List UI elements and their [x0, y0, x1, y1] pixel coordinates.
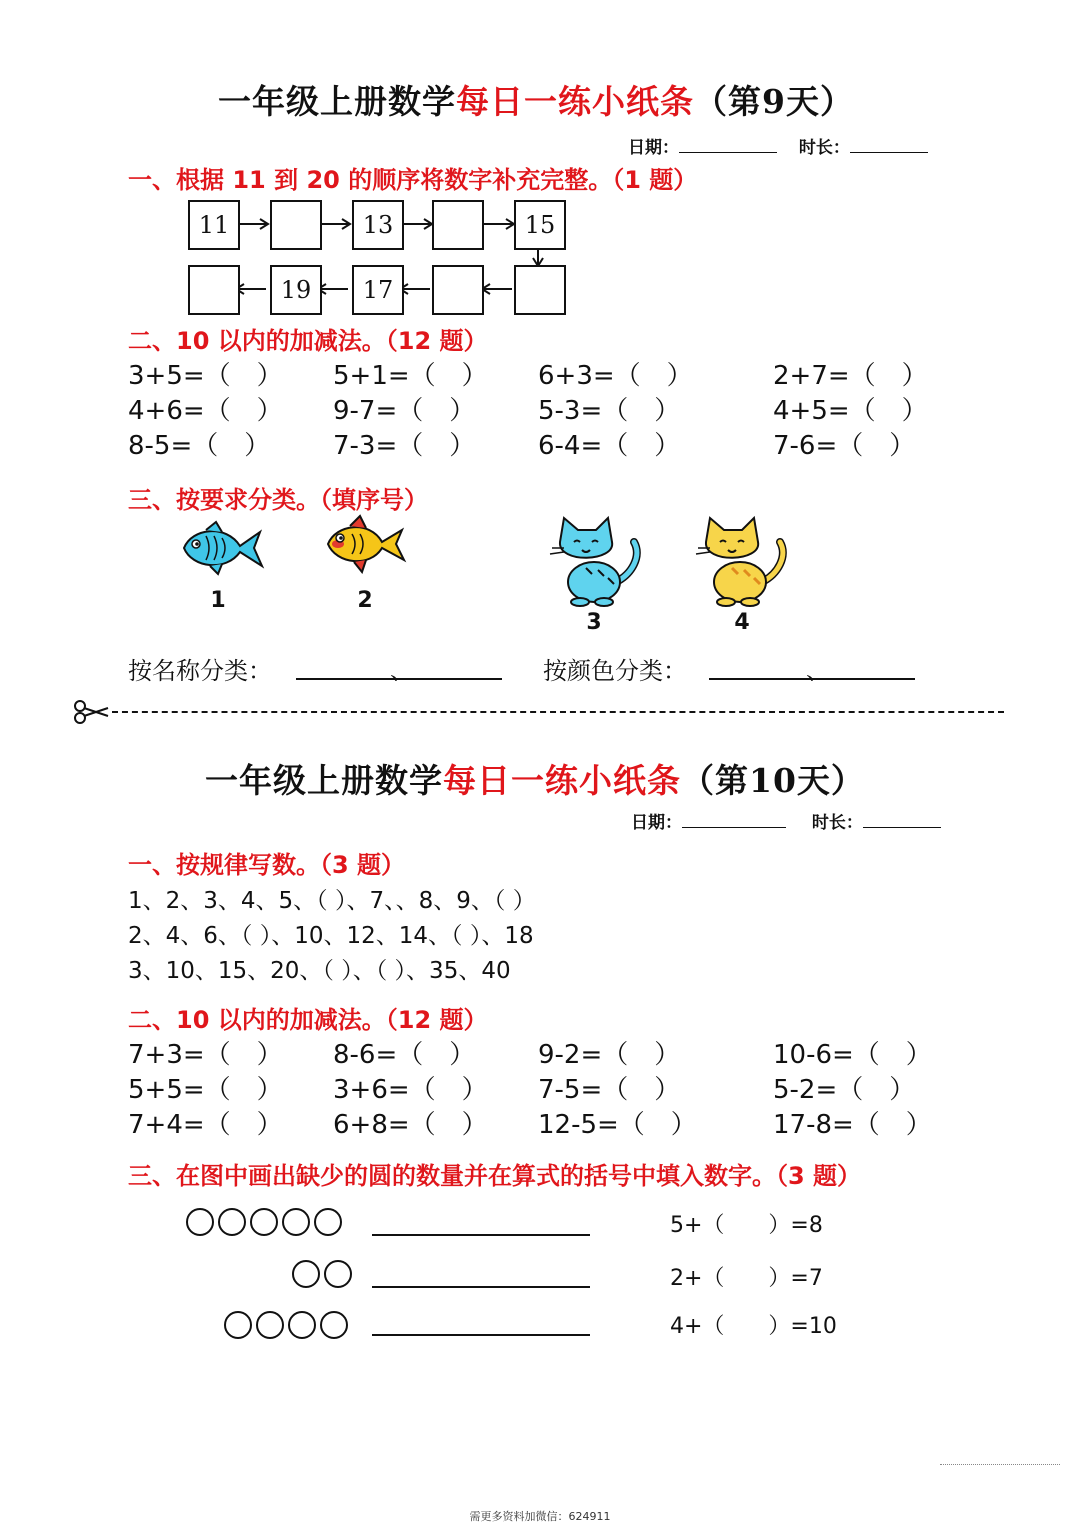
day10-title-red: 每日一练小纸条	[443, 761, 681, 800]
day9-time-label: 时长：	[798, 138, 850, 158]
equation[interactable]: 10-6=（ ）	[773, 1040, 932, 1070]
day10-date-label: 日期：	[631, 813, 682, 833]
circle-row	[292, 1260, 356, 1292]
day9-q3-heading: 三、按要求分类。（填序号）	[128, 486, 428, 514]
day9-number-chain	[0, 0, 1080, 330]
equation[interactable]: 9-7=（ ）	[333, 396, 476, 426]
classify-color-label: 按颜色分类：	[543, 657, 687, 685]
picture-label: 3	[586, 610, 602, 635]
picture-label: 4	[734, 610, 750, 635]
scissors-icon	[72, 700, 112, 724]
classify-name-separator: 、	[390, 657, 414, 685]
picture-label: 1	[210, 588, 226, 613]
sequence[interactable]: 3、10、15、20、（ ）、（ ）、35、40	[128, 958, 511, 984]
equation[interactable]: 4+5=（ ）	[773, 396, 928, 426]
chain-box: 19	[270, 265, 322, 315]
day9-title-black: 一年级上册数学	[218, 82, 456, 121]
chain-box: 11	[188, 200, 240, 250]
circle-draw-blank[interactable]	[372, 1234, 590, 1236]
circle	[292, 1260, 320, 1288]
day9-q2-heading: 二、10 以内的加减法。（12 题）	[128, 327, 488, 355]
cat-icon	[692, 512, 792, 608]
day10-date-blank[interactable]	[682, 813, 786, 828]
equation[interactable]: 12-5=（ ）	[538, 1110, 697, 1140]
equation[interactable]: 8-6=（ ）	[333, 1040, 476, 1070]
circle-draw-blank[interactable]	[372, 1286, 590, 1288]
day10-date-time	[631, 808, 941, 833]
cat-icon	[546, 512, 646, 608]
day10-time-label: 时长：	[811, 813, 863, 833]
chain-box: 13	[352, 200, 404, 250]
circle	[256, 1311, 284, 1339]
equation[interactable]: 7+3=（ ）	[128, 1040, 283, 1070]
circle-row	[186, 1208, 346, 1240]
circle-equation[interactable]: 5+（ ）=8	[670, 1213, 823, 1238]
circle-equation[interactable]: 2+（ ）=7	[670, 1266, 823, 1291]
equation[interactable]: 4+6=（ ）	[128, 396, 283, 426]
equation[interactable]: 5-3=（ ）	[538, 396, 681, 426]
equation[interactable]: 6+8=（ ）	[333, 1110, 488, 1140]
day9-date-label: 日期：	[628, 138, 679, 158]
equation[interactable]: 7+4=（ ）	[128, 1110, 283, 1140]
equation[interactable]: 5+5=（ ）	[128, 1075, 283, 1105]
chain-box[interactable]	[432, 265, 484, 315]
equation[interactable]: 6-4=（ ）	[538, 431, 681, 461]
circle-row	[224, 1311, 352, 1343]
circle	[250, 1208, 278, 1236]
circle-draw-blank[interactable]	[372, 1334, 590, 1336]
chain-box[interactable]	[270, 200, 322, 250]
classify-color-separator: 、	[806, 657, 830, 685]
circle	[224, 1311, 252, 1339]
circle	[288, 1311, 316, 1339]
day9-title-red: 每日一练小纸条	[456, 82, 694, 121]
equation[interactable]: 5+1=（ ）	[333, 361, 488, 391]
circle	[282, 1208, 310, 1236]
equation[interactable]: 7-3=（ ）	[333, 431, 476, 461]
picture-label: 2	[357, 588, 373, 613]
equation[interactable]: 8-5=（ ）	[128, 431, 271, 461]
equation[interactable]: 7-5=（ ）	[538, 1075, 681, 1105]
chain-box: 17	[352, 265, 404, 315]
day10-time-blank[interactable]	[863, 813, 941, 828]
equation[interactable]: 2+7=（ ）	[773, 361, 928, 391]
equation[interactable]: 7-6=（ ）	[773, 431, 916, 461]
chain-box[interactable]	[432, 200, 484, 250]
circle	[314, 1208, 342, 1236]
circle	[324, 1260, 352, 1288]
equation[interactable]: 5-2=（ ）	[773, 1075, 916, 1105]
classify-name-label: 按名称分类：	[128, 657, 272, 685]
day10-title	[205, 755, 865, 802]
day10-q1-heading: 一、按规律写数。（3 题）	[128, 851, 406, 879]
day10-title-suffix: （第10天）	[681, 761, 865, 800]
day9-title-suffix: （第9天）	[694, 82, 854, 121]
chain-box[interactable]	[188, 265, 240, 315]
fish-icon	[322, 514, 408, 574]
circle	[186, 1208, 214, 1236]
equation[interactable]: 3+6=（ ）	[333, 1075, 488, 1105]
day10-q2-heading: 二、10 以内的加减法。（12 题）	[128, 1006, 488, 1034]
day10-q3-heading: 三、在图中画出缺少的圆的数量并在算式的括号中填入数字。（3 题）	[128, 1162, 862, 1190]
circle-equation[interactable]: 4+（ ）=10	[670, 1314, 837, 1339]
sequence[interactable]: 2、4、6、（ ）、10、12、14、（ ）、18	[128, 923, 534, 949]
circle	[218, 1208, 246, 1236]
equation[interactable]: 3+5=（ ）	[128, 361, 283, 391]
corner-mark	[940, 1464, 1060, 1465]
fish-icon	[176, 518, 266, 578]
chain-box: 15	[514, 200, 566, 250]
equation[interactable]: 6+3=（ ）	[538, 361, 693, 391]
chain-box[interactable]	[514, 265, 566, 315]
footer-text: 需更多资料加微信：624911	[469, 1510, 611, 1523]
circle	[320, 1311, 348, 1339]
equation[interactable]: 9-2=（ ）	[538, 1040, 681, 1070]
day9-q1-heading: 一、根据 11 到 20 的顺序将数字补充完整。（1 题）	[128, 166, 698, 194]
day10-title-black: 一年级上册数学	[205, 761, 443, 800]
cut-line	[112, 711, 1004, 713]
sequence[interactable]: 1、2、3、4、5、（ ）、7、、8、9、（ ）	[128, 888, 536, 914]
equation[interactable]: 17-8=（ ）	[773, 1110, 932, 1140]
